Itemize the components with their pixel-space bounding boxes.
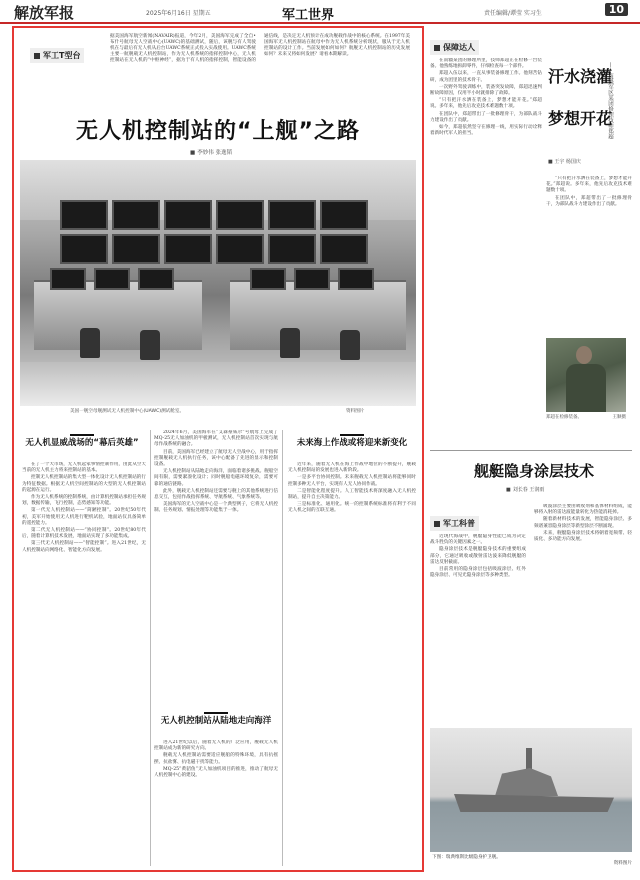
feature-body — [430, 58, 542, 448]
feature-body-right — [546, 176, 632, 334]
paragraph: 第一代无人机控制站——“简陋控制”。20世纪50年代初，美军开始使用无人机进行靶机试验，地面站仅具备简单的遥控能力。 — [22, 508, 146, 526]
photo-monitor — [164, 234, 212, 264]
paragraph: 在了一个大市场，无人机起家事情控制作用，由此从空天当前的无人机主力将来控制站的基本。 — [22, 462, 146, 474]
paragraph: 控制无人机控制站的集大型一体化设计无人机控制站的行为特征数据。根据无人机空间控制站的大型的无人机控制站的起源在运行。 — [22, 475, 146, 493]
photo-desk — [34, 280, 202, 350]
section-2-body — [154, 740, 278, 864]
photo-monitor — [294, 268, 330, 290]
column-tag-label: 军工科普 — [443, 519, 475, 528]
paragraph: 在团队中，郑超带出了一批修理骨干，为部队战斗力建设作出了贡献。 — [546, 195, 632, 207]
section-heading-1-text: 无人机显威战场的“幕后英雄” — [25, 438, 139, 448]
paragraph: 美国海军的无人空战中心是一个典型例子，它将无人机控制、任务规划、情报处理等功能集于一体。 — [154, 502, 278, 514]
ship-caption-text: 下图：瑞典维斯比级隐身护卫舰。 — [432, 855, 501, 860]
photo-monitor — [112, 234, 160, 264]
paragraph: 此外，舰载无人机控制站还需要与舰上的其他系统进行信息交互，包括作战指挥系统、导航系统、气象系统等。 — [154, 488, 278, 501]
photo-chair — [280, 328, 300, 358]
heading-bar — [340, 434, 364, 436]
feature-byline: ■ 王宇 杨国庆 — [548, 159, 581, 165]
photo-chair — [80, 328, 100, 358]
photo-chair — [340, 330, 360, 360]
photo-monitor — [60, 234, 108, 264]
section-divider — [430, 450, 632, 451]
photo-monitor — [320, 234, 368, 264]
paragraph: 近年来，随着无人机在海上作战中地位的不断提升，舰载无人机控制站的发展也进入新阶段。 — [288, 462, 416, 474]
ship-body-left — [430, 534, 526, 724]
paragraph: 目前，美国海军已经建立了航母无人空战中心，用于指挥控制舰载无人机执行任务，该中心配备了先进的显示和控制设备。 — [154, 449, 278, 468]
feature-photo-credit: 王顺摄 — [612, 415, 626, 420]
photo-monitor — [268, 200, 316, 230]
newspaper-logo: 解放军报 — [14, 4, 75, 22]
control-room-photo — [20, 160, 416, 406]
paragraph: 在团队中，郑超带出了一批修理骨干，为部队战斗力建设作出了贡献。 — [430, 111, 542, 123]
photo-monitor — [250, 268, 286, 290]
article-lede — [110, 34, 410, 86]
article-byline: ■ 李妙伟 张逸韬 — [190, 148, 232, 156]
column-tag-support — [430, 40, 479, 55]
ship-body-right — [534, 504, 632, 724]
paragraph: “只有把汗水洒在装备上，梦想才能开花。”郑超说。多年来，他先后攻克技术难题数十项。 — [430, 98, 542, 110]
page-number: 10 — [605, 3, 628, 16]
column-divider — [282, 430, 283, 866]
section-heading-3-text: 未来海上作战或将迎来新变化 — [296, 438, 408, 448]
photo-monitor — [338, 268, 374, 290]
paragraph: 无人机控制站从陆地走向海洋，面临着诸多挑战。舰船空间有限，需要紧凑化设计；同时舰船电磁环境复杂，需要可靠的通信链路。 — [154, 469, 278, 487]
column-tag-label: 军工T型台 — [43, 51, 81, 60]
masthead — [0, 0, 640, 24]
photo-floor — [20, 362, 416, 406]
heading-bar — [204, 712, 228, 714]
paragraph: 第二代无人机控制站——“协同控制”。20世纪80年代后，随着计算机技术发展，地面站实现了多功能集成。 — [22, 528, 146, 540]
paragraph: 第三代无人机控制站——“智能控制”。进入21世纪，无人机控制站向网络化、智能化方向发展。 — [22, 541, 146, 553]
feature-photo-caption — [546, 414, 626, 420]
ship-headline: 舰艇隐身涂层技术 — [473, 462, 594, 480]
paragraph: 舰载无人机控制站需要适应舰船的特殊环境，具有抗摇摆、抗盐雾、抗电磁干扰等能力。 — [154, 753, 278, 765]
photo-monitor — [112, 200, 160, 230]
feature-headline-line-2: 梦想开花 — [548, 109, 613, 128]
heading-bar — [70, 434, 94, 436]
lede-text: 据美国海军航空新闻(NAVAIR)报道，今年2月，美国海军完成了全自•布什号航母无人空战中心(UAWC)的基础测试，随后，该舰与有人驾驶机在与最后有无人机从后台UAWC系统正式投入实战使用。UAWC系统主要一航舰载无人机控制站，作为无人机系统的指挥控制中心，无人机控制站在无人机的“中枢神经”，据为于有人机的指挥控制，智能设备的通信线，是决定无人机预计在成功舰载作战中的核心系统。在1997年美国海军无人机控制站在航母中作为无人机系统分析现状，服从于无人机控制站的设计工作。当前发展如何如何？航舰无人机控制站的历史发展如何？未来又将如何发展？请看本期解读。 — [110, 34, 410, 63]
photo-credit: 资料图片 — [346, 409, 365, 414]
paragraph: 作为无人机系统的控制系统，由计算机控制站承担任务规划，数据传输，飞行控制，态势感知等功能。 — [22, 495, 146, 507]
paragraph: 目前常用的隐身涂层包括吸波涂层、红外隐身涂层、可见光隐身涂层等多种类型。 — [430, 567, 526, 579]
ship-byline: ■ 刘长春 王润雨 — [506, 486, 544, 493]
portrait-head — [576, 346, 592, 364]
section-1-body — [22, 462, 146, 864]
photo-caption-text: 美国一舰空母舰测试无人机控制中心(UAWC)测试舱室。 — [70, 409, 185, 414]
paragraph: 近现代海战中，舰艇隐身性能已成为决定战斗胜负的关键因素之一。 — [430, 534, 526, 546]
stealth-ship-photo — [430, 728, 632, 852]
paragraph: 一次野外驾驶训练中，装备突发故障，郑超迅速判断故障原因，仅用半小时就排除了故障。 — [430, 84, 542, 97]
paragraph: “只有把汗水洒在装备上，梦想才能开花。”郑超说。多年来，他先后攻克技术难题数十项。 — [546, 176, 632, 194]
ship-photo-credit: 资料图片 — [613, 861, 632, 866]
section-heading-3 — [288, 434, 416, 449]
photo-monitor — [50, 268, 86, 290]
photo-desk — [230, 280, 406, 350]
paragraph: 未来，舰艇隐身涂层技术将朝着宽频带、轻质化、多功能方向发展。 — [534, 530, 632, 543]
section-heading-1 — [22, 434, 142, 449]
paragraph: 三是标准化、通用化。统一的控制系统标准将有利于不同无人机之间的互联互通。 — [288, 502, 416, 514]
issue-date: 2025年6月16日 星期五 — [146, 10, 211, 17]
section-heading-2-text: 无人机控制站从陆地走向海洋 — [160, 716, 272, 726]
feature-subtitle: ——南疆军区某团修理技师郑超 — [607, 62, 613, 139]
paragraph: 随着新材料技术的发展，智能隐身涂层、多频谱兼容隐身涂层等新型涂层不断涌现。 — [534, 517, 632, 529]
photo-monitor — [216, 234, 264, 264]
column-divider — [150, 430, 151, 866]
paragraph: MQ-25“黄貂鱼”无人加油机项目的推进，推动了航母无人机控制中心的建设。 — [154, 766, 278, 779]
paragraph: 一是多平台协同控制。未来舰载无人机控制站将能够同时控制多种无人平台，实现有人无人协同作战。 — [288, 475, 416, 487]
ship-hull — [454, 794, 614, 812]
editor-credits: 责任编辑/谭莹 实习生 — [484, 10, 542, 17]
paragraph: 隐身涂层技术是舰艇隐身技术的重要组成部分，它通过吸收或散射雷达波来降低舰艇的雷达反射截面。 — [430, 547, 526, 565]
column-tag-t-stage — [30, 48, 84, 63]
feature-headline — [548, 66, 636, 130]
paragraph: 在南疆某团的修理所里，技师郑超正在检修一台装备。他熟练地拆卸零件，仔细检查每一个部件。 — [430, 58, 542, 70]
paragraph: 吸波涂层主要由吸收剂和基体材料组成，能够将入射的雷达波能量转化为热能消耗掉。 — [534, 504, 632, 516]
photo-monitor — [164, 200, 212, 230]
column-tag-label: 保障达人 — [443, 43, 475, 52]
section-3-body — [288, 462, 416, 864]
section-heading-2 — [154, 712, 278, 727]
photo-monitor — [216, 200, 264, 230]
ship-photo-caption — [432, 854, 632, 866]
paragraph: 进入21世纪以后，随着无人机的广泛应用，舰载无人机控制站成为新的研究方向。 — [154, 740, 278, 752]
photo-caption — [70, 408, 410, 414]
feature-portrait-photo — [546, 338, 626, 412]
feature-headline-line-1: 汗水浇灌 — [548, 67, 613, 86]
photo-monitor — [138, 268, 174, 290]
portrait-body — [566, 364, 606, 412]
paragraph: 如今，郑超依然坚守在修理一线，用实际行动诠释着新时代军人的担当。 — [430, 125, 542, 137]
photo-monitor — [60, 200, 108, 230]
photo-chair — [140, 330, 160, 360]
paragraph: 郑超入伍以来，一直从事装备修理工作。他刻苦钻研，成为团里的技术骨干。 — [430, 71, 542, 83]
column-tag-science — [430, 516, 479, 531]
section-title: 军工世界 — [282, 8, 335, 23]
article-headline: 无人机控制站的“上舰”之路 — [76, 119, 360, 144]
middle-column-body — [154, 430, 278, 710]
photo-monitor — [320, 200, 368, 230]
photo-monitor — [94, 268, 130, 290]
paragraph: 2024年6月，美国海军在“艾森豪威尔”号航母上完成了MQ-25无人加油机的甲板测试，无人机控制站首次实现与航母作战系统的融合。 — [154, 430, 278, 448]
paragraph: 二是智能化程度提升。人工智能技术将深度融入无人机控制站，提升自主决策能力。 — [288, 488, 416, 501]
feature-photo-caption-text: 郑超在检修装备。 — [546, 415, 582, 420]
ship-superstructure — [488, 768, 558, 796]
photo-monitor — [268, 234, 316, 264]
